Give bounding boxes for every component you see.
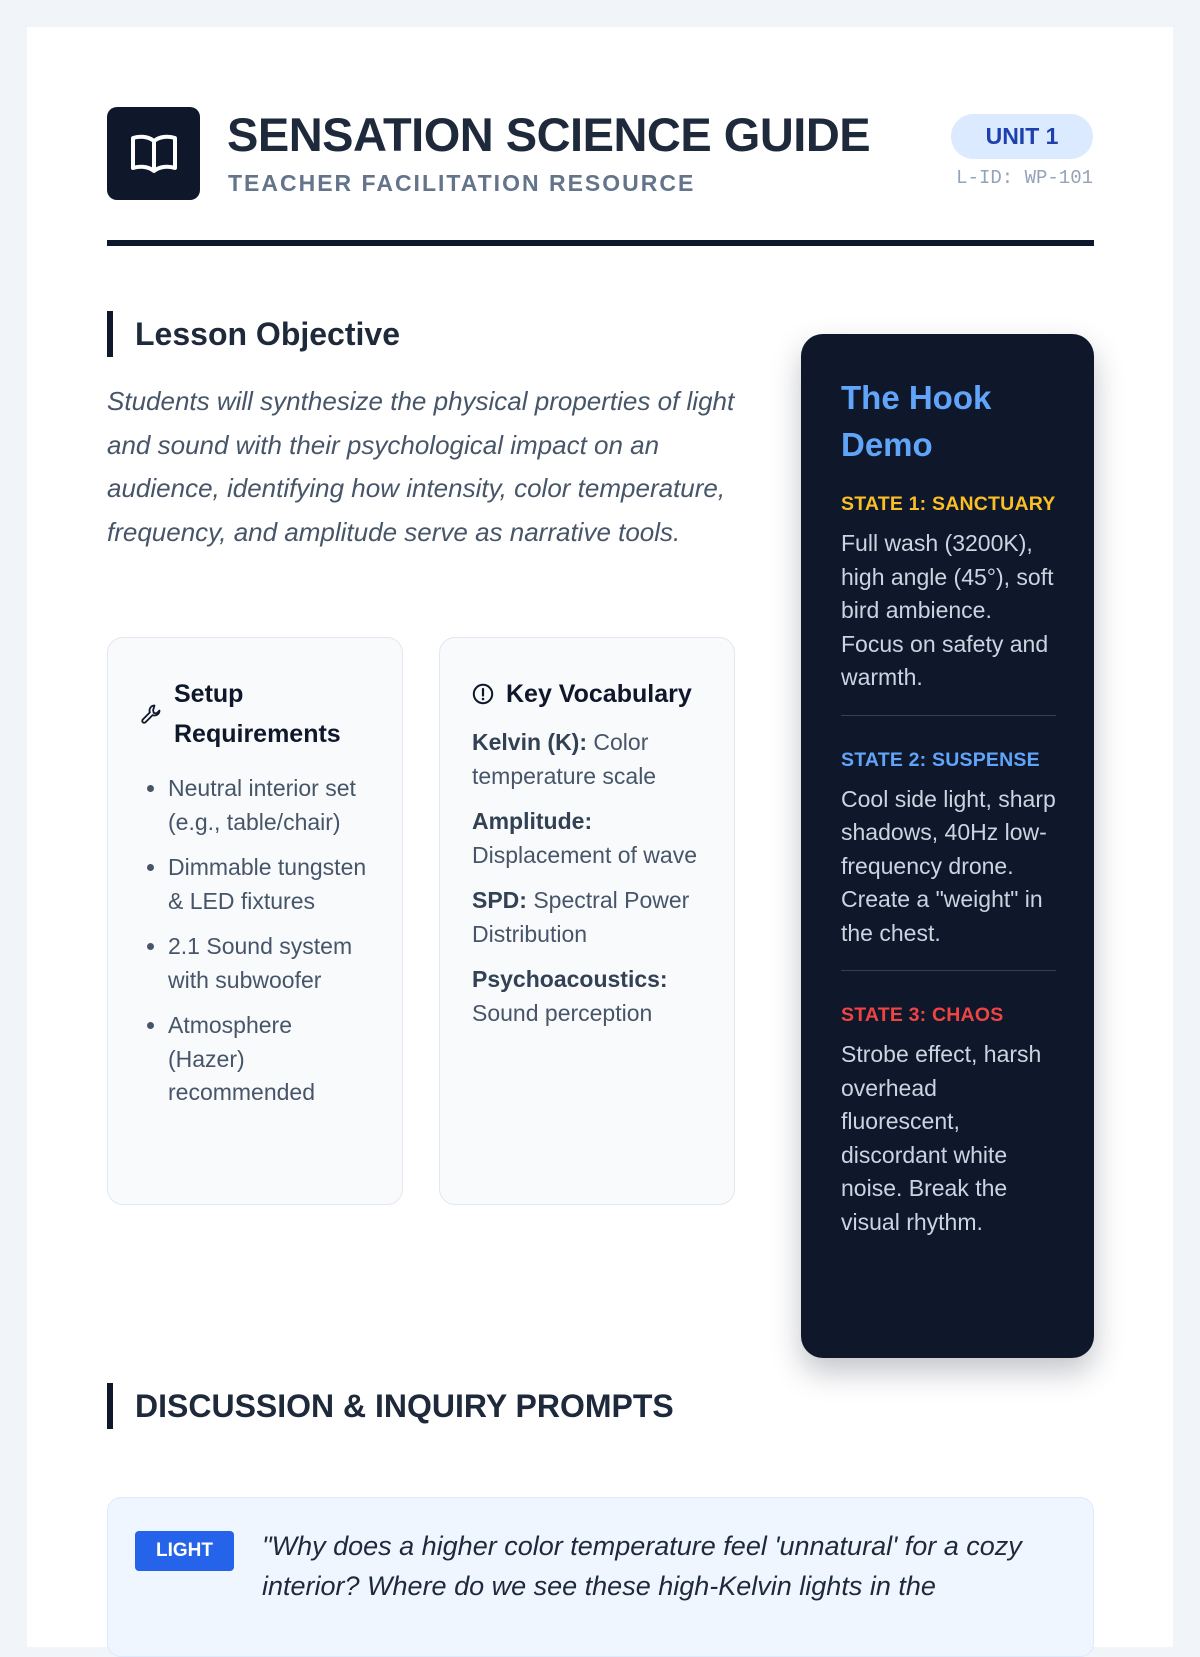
vocab-item xyxy=(472,726,704,793)
vocab-term: Kelvin (K): xyxy=(472,729,587,755)
prompt-card xyxy=(107,1497,1094,1657)
vocab-term: Amplitude: xyxy=(472,808,593,834)
prompt-tag: LIGHT xyxy=(135,1531,234,1571)
vocab-item xyxy=(472,884,704,951)
hook-title: The Hook Demo xyxy=(841,379,992,463)
setup-heading: Setup Requirements xyxy=(174,680,341,748)
vocabulary-card xyxy=(439,637,735,1205)
list-item: • Dimmable tungsten & LED fixtures xyxy=(168,851,372,918)
page-subtitle: TEACHER FACILITATION RESOURCE xyxy=(228,170,696,196)
vocabulary-heading: Key Vocabulary xyxy=(506,680,692,708)
state-description: Full wash (3200K), high angle (45°), soft bird ambience. Focus on safety and warmth. xyxy=(841,530,1054,690)
unit-badge: UNIT 1 xyxy=(951,114,1093,159)
vocab-item xyxy=(472,805,704,872)
list-item: • Atmosphere (Hazer) recommended xyxy=(168,1009,372,1110)
objective-text: Students will synthesize the physical properties of light and sound with their psychological impact on an audience, identifying how intensity, color temperature, frequency, and amplitude serve as narrative tools. xyxy=(107,386,735,547)
hook-state xyxy=(841,970,1056,1239)
state-label: STATE 2: SUSPENSE xyxy=(841,748,1040,771)
state-label: STATE 1: SANCTUARY xyxy=(841,493,1056,515)
hook-demo-panel xyxy=(801,334,1094,1358)
discussion-heading: DISCUSSION & INQUIRY PROMPTS xyxy=(107,1383,674,1429)
wrench-icon xyxy=(140,703,162,725)
objective-heading: Lesson Objective xyxy=(107,311,400,357)
setup-card-header xyxy=(140,674,372,754)
setup-card xyxy=(107,637,403,1205)
vocab-term: Psychoacoustics: xyxy=(472,966,668,992)
vocab-definition: Spectral Power Distribution xyxy=(472,887,690,947)
alert-circle-icon xyxy=(472,683,494,705)
setup-list xyxy=(140,772,372,1110)
state-description: Cool side light, sharp shadows, 40Hz low-frequency drone. Create a "weight" in the chest. xyxy=(841,785,1056,946)
vocabulary-card-header xyxy=(472,674,704,714)
vocab-definition: Displacement of wave xyxy=(472,841,697,868)
vocab-item xyxy=(472,963,704,1030)
list-item: • 2.1 Sound system with subwoofer xyxy=(168,930,372,997)
vocab-definition: Color temperature scale xyxy=(472,729,657,789)
logo-badge xyxy=(107,107,200,200)
lesson-id: L-ID: WP-101 xyxy=(956,167,1093,189)
open-book-icon xyxy=(129,132,179,176)
guide-page xyxy=(27,27,1173,1647)
page-title: SENSATION SCIENCE GUIDE xyxy=(227,108,871,161)
vocab-term: SPD: xyxy=(472,887,527,913)
state-label: STATE 3: CHAOS xyxy=(841,1004,1004,1026)
vocab-definition: Sound perception xyxy=(472,999,653,1026)
header-divider xyxy=(107,240,1094,246)
hook-state xyxy=(841,715,1056,951)
prompt-text: "Why does a higher color temperature feel 'unnatural' for a cozy interior? Where do we see these high-Kelvin lights in the xyxy=(262,1531,1022,1601)
hook-state xyxy=(841,468,1056,695)
list-item: • Neutral interior set (e.g., table/chair) xyxy=(168,772,372,839)
state-description: Strobe effect, harsh overhead fluorescent, discordant white noise. Break the visual rhythm. xyxy=(841,1041,1042,1235)
